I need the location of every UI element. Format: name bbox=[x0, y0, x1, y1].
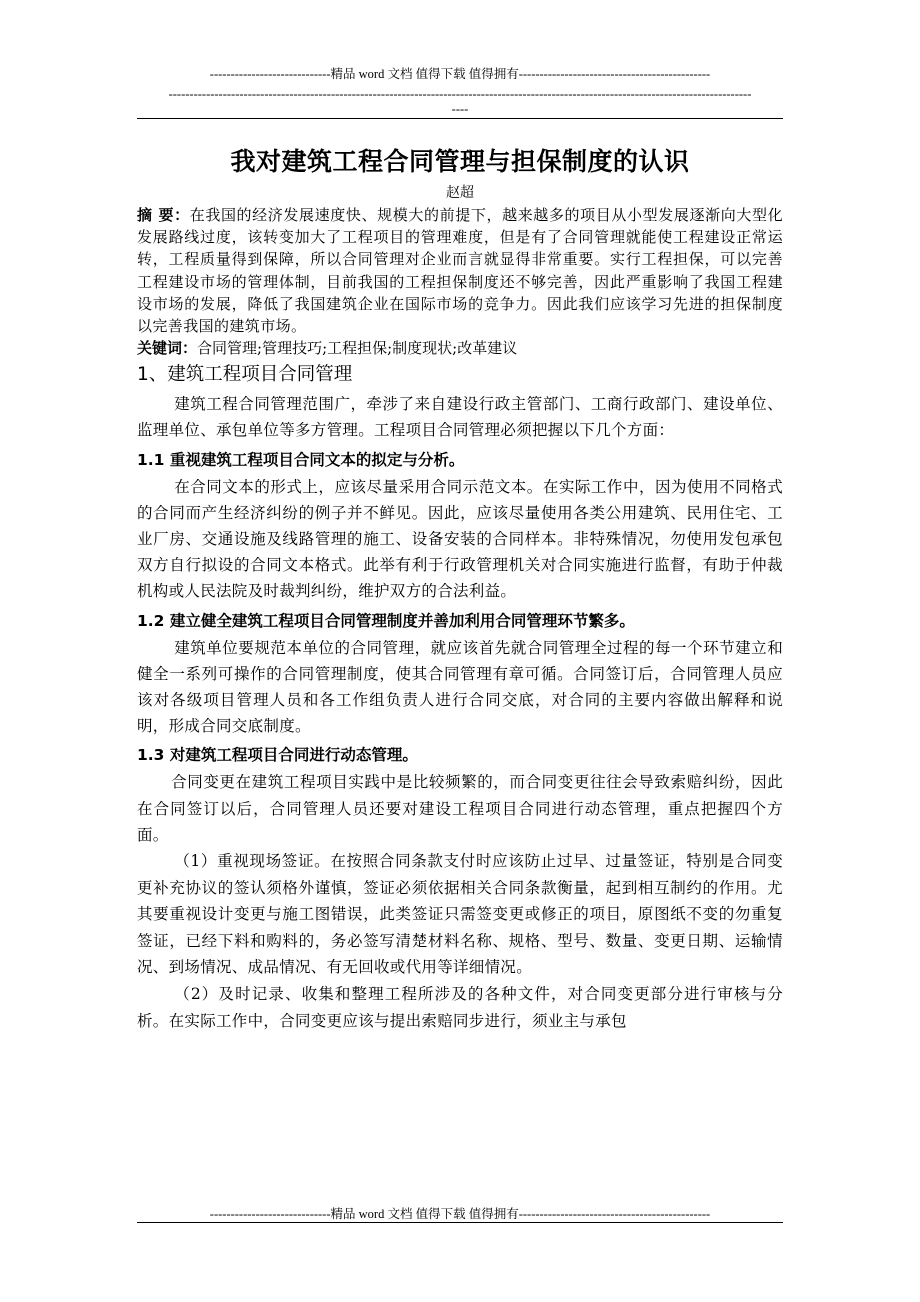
keywords bbox=[137, 337, 783, 359]
section-1-heading: 1、建筑工程项目合同管理 bbox=[137, 364, 353, 386]
header-dash-tail: ---- bbox=[451, 102, 469, 116]
abstract bbox=[137, 204, 783, 337]
section-1-intro: 建筑工程合同管理范围广，牵涉了来自建设行政主管部门、工商行政部门、建设单位、监理单位、承包单位等多方管理。工程项目合同管理必须把握以下几个方面： bbox=[137, 395, 783, 440]
header-banner-line: -----------------------------精品 word 文档 值得下载 值得拥有---------------------------------------------- bbox=[209, 67, 711, 81]
item-2-paragraph: （2）及时记录、收集和整理工程所涉及的各种文件，对合同变更部分进行审核与分析。在实际工作中，合同变更应该与提出索赔同步进行，须业主与承包 bbox=[137, 985, 783, 1030]
abstract-text: 在我国的经济发展速度快、规模大的前提下，越来越多的项目从小型发展逐渐向大型化发展路线过度，该转变加大了工程项目的管理难度，但是有了合同管理就能使工程建设正常运转，工程质量得到保障，所以合同管理对企业而言就显得非常重要。实行工程担保，可以完善工程建设市场的管理体制，目前我国的工程担保制度还不够完善，因此严重影响了我国工程建设市场的发展，降低了我国建筑企业在国际市场的竞争力。因此我们应该学习先进的担保制度以完善我国的建筑市场。 bbox=[137, 206, 783, 336]
keywords-label: 关键词： bbox=[137, 339, 198, 358]
section-1-3-text: 合同变更在建筑工程项目实践中是比较频繁的，而合同变更往往会导致索赔纠纷，因此在合同签订以后，合同管理人员还要对建设工程项目合同进行动态管理，重点把握四个方面。 bbox=[137, 773, 783, 844]
section-1-3-heading: 1.3 对建筑工程项目合同进行动态管理。 bbox=[137, 746, 418, 765]
abstract-label: 摘 要： bbox=[137, 206, 190, 224]
article-author: 赵超 bbox=[446, 185, 474, 201]
section-1-2-heading: 1.2 建立健全建筑工程项目合同管理制度并善加利用合同管理环节繁多。 bbox=[137, 611, 635, 630]
keywords-text: 合同管理;管理技巧;工程担保;制度现状;改革建议 bbox=[197, 339, 518, 358]
section-1-2-text: 建筑单位要规范本单位的合同管理，就应该首先就合同管理全过程的每一个环节建立和健全一系列可操作的合同管理制度，使其合同管理有章可循。合同签订后，合同管理人员应该对各级项目管理人员和各工作组负责人进行合同交底，对合同的主要内容做出解释和说明，形成合同交底制度。 bbox=[137, 638, 783, 736]
article-body bbox=[137, 145, 783, 1034]
section-1-1-text: 在合同文本的形式上，应该尽量采用合同示范文本。在实际工作中，因为使用不同格式的合同而产生经济纠纷的例子并不鲜见。因此，应该尽量使用各类公用建筑、民用住宅、工业厂房、交通设施及线路管理的施工、设备安装的合同样本。非特殊情况，勿使用发包承包双方自行拟设的合同文本格式。此举有利于行政管理机关对合同实施进行监督，有助于仲裁机构或人民法院及时裁判纠纷，维护双方的合法利益。 bbox=[137, 477, 783, 601]
section-1-1-heading: 1.1 重视建筑工程项目合同文本的拟定与分析。 bbox=[137, 450, 465, 469]
header-rule bbox=[137, 118, 783, 119]
footer-rule bbox=[137, 1222, 783, 1223]
footer-banner-line: -----------------------------精品 word 文档 值得下载 值得拥有---------------------------------------------- bbox=[209, 1207, 711, 1221]
header-dash-line: -------------------------------------------------------------------------------------------------------------------------------------------- bbox=[168, 87, 752, 101]
article-title: 我对建筑工程合同管理与担保制度的认识 bbox=[230, 147, 690, 176]
item-1-paragraph: （1）重视现场签证。在按照合同条款支付时应该防止过早、过量签证，特别是合同变更补充协议的签认须格外谨慎，签证必须依据相关合同条款衡量，起到相互制约的作用。尤其要重视设计变更与施工图错误，此类签证只需签变更或修正的项目，原图纸不变的勿重复签证，已经下料和购料的，务必签写清楚材料名称、规格、型号、数量、变更日期、运输情况、到场情况、成品情况、有无回收或代用等详细情况。 bbox=[137, 852, 783, 977]
